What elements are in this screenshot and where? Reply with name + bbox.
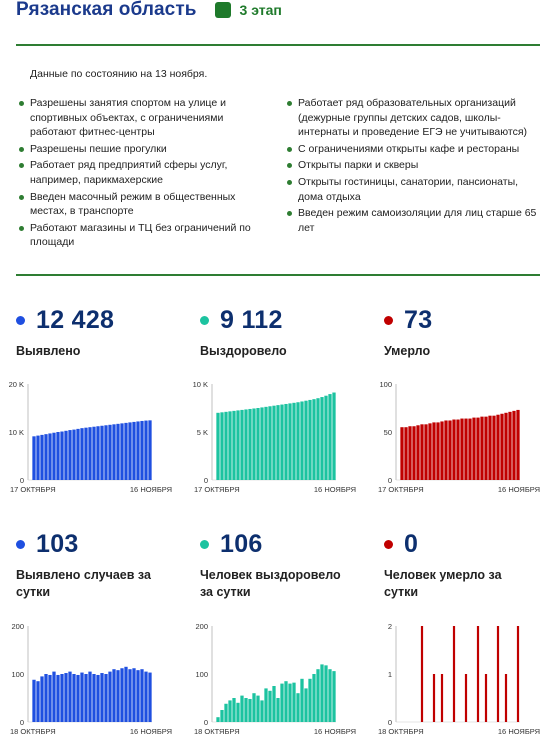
stat-value: 103 <box>36 530 79 558</box>
y-tick-label: 0 <box>19 718 24 727</box>
chart-bar <box>288 403 291 480</box>
chart-bar <box>84 674 87 722</box>
stat-label: Выявлено случаев за сутки <box>16 568 151 599</box>
y-tick-label: 200 <box>195 622 208 631</box>
chart-bar <box>436 422 439 480</box>
chart-bar <box>144 421 147 480</box>
restriction-item: Работает ряд образовательных организаций (дежурные группы детских садов, школы-интернаты и проведение ЕГЭ не учитываются) <box>286 96 538 140</box>
chart-bar <box>92 674 95 722</box>
chart-bar <box>433 674 435 722</box>
bullet-dot-icon <box>287 211 292 216</box>
x-end-label: 16 НОЯБРЯ <box>313 485 356 494</box>
chart-bar <box>76 429 79 480</box>
chart-bar <box>480 417 483 480</box>
chart-bar <box>332 671 335 722</box>
chart-bar <box>80 673 83 722</box>
y-tick-label: 0 <box>203 476 208 485</box>
chart-bar <box>424 424 427 480</box>
y-tick-label: 200 <box>11 622 24 631</box>
chart-bar <box>428 423 431 480</box>
chart-bar <box>60 674 63 722</box>
chart-bar <box>472 418 475 480</box>
chart-bar <box>96 675 99 722</box>
chart-bar <box>332 393 335 480</box>
x-end-label: 16 НОЯБРЯ <box>497 485 540 494</box>
chart-bar <box>100 426 103 480</box>
x-end-label: 16 НОЯБРЯ <box>129 727 172 736</box>
chart-bar <box>444 420 447 480</box>
stat-label: Человек выздоровело за сутки <box>200 568 341 599</box>
chart-bar <box>517 626 519 722</box>
stat-value: 106 <box>220 530 263 558</box>
chart-bar <box>56 675 59 722</box>
chart-bar <box>40 435 43 480</box>
bullet-dot-icon <box>19 101 24 106</box>
chart-bar <box>76 675 79 722</box>
chart-bar <box>44 434 47 480</box>
chart-bar <box>256 696 259 722</box>
y-tick-label: 50 <box>383 428 392 437</box>
stat-label: Человек умерло за сутки <box>384 568 502 599</box>
chart-bar <box>276 698 279 722</box>
stat-value: 12 428 <box>36 306 115 334</box>
region-title: Рязанская область <box>16 0 197 20</box>
chart-bar <box>32 680 35 722</box>
stat-label: Умерло <box>384 344 431 358</box>
info-date-note: Данные по состоянию на 13 ноября. <box>30 68 208 80</box>
chart-bar <box>140 421 143 480</box>
chart-bar <box>112 424 115 480</box>
bullet-dot-icon <box>19 163 24 168</box>
chart-bar <box>228 411 231 480</box>
y-tick-label: 5 K <box>196 428 208 437</box>
chart-bar <box>468 419 471 480</box>
chart-bar <box>316 398 319 480</box>
chart-bar <box>300 679 303 722</box>
chart-bar <box>216 717 219 722</box>
bullet-dot-icon <box>19 147 24 152</box>
chart-bar <box>416 425 419 480</box>
y-tick-label: 2 <box>387 622 392 631</box>
chart-bar <box>232 411 235 480</box>
restrictions-right-column <box>286 96 538 237</box>
chart-bar <box>120 423 123 480</box>
chart-bar <box>140 669 143 722</box>
chart-bar <box>244 698 247 722</box>
chart-bar <box>120 668 123 722</box>
chart-bar <box>453 626 455 722</box>
chart-bar <box>304 688 307 722</box>
stat-label: Выздоровело <box>200 344 287 358</box>
bullet-dot-icon <box>287 147 292 152</box>
chart-bar <box>136 421 139 480</box>
chart-bar <box>72 430 75 480</box>
chart-bar <box>320 664 323 722</box>
chart-bar <box>220 412 223 480</box>
chart-cum-died <box>374 378 544 500</box>
x-start-label: 18 ОКТЯБРЯ <box>378 727 424 736</box>
chart-bar <box>48 433 51 480</box>
chart-bar <box>96 426 99 480</box>
x-start-label: 17 ОКТЯБРЯ <box>194 485 240 494</box>
chart-daily-died <box>374 620 544 742</box>
chart-bar <box>280 405 283 480</box>
y-tick-label: 10 K <box>192 380 208 389</box>
chart-bar <box>68 672 71 722</box>
chart-bar <box>432 422 435 480</box>
chart-bar <box>124 423 127 480</box>
chart-bar <box>312 399 315 480</box>
y-tick-label: 1 <box>387 670 392 679</box>
stat-value: 9 112 <box>220 306 283 334</box>
chart-bar <box>224 704 227 722</box>
stat-died <box>384 306 432 360</box>
chart-bar <box>328 394 331 480</box>
chart-bar <box>300 401 303 480</box>
chart-bar <box>88 427 91 480</box>
restriction-item: Разрешены пешие прогулки <box>18 142 258 157</box>
chart-bar <box>84 428 87 480</box>
chart-bar <box>124 667 127 722</box>
detected-dot-icon <box>16 316 25 325</box>
y-tick-label: 10 K <box>8 428 24 437</box>
chart-bar <box>68 430 71 480</box>
restriction-item: С ограничениями открыты кафе и рестораны <box>286 142 538 157</box>
bullet-dot-icon <box>287 163 292 168</box>
stat-recovered-day <box>200 530 350 601</box>
chart-bar <box>32 436 35 480</box>
stat-label: Выявлено <box>16 344 81 358</box>
chart-cum-recovered <box>190 378 360 500</box>
chart-bar <box>36 436 39 480</box>
bullet-dot-icon <box>287 180 292 185</box>
chart-bar <box>508 412 511 480</box>
chart-bar <box>240 410 243 480</box>
chart-bar <box>400 427 403 480</box>
chart-bar <box>288 684 291 722</box>
chart-bar <box>104 674 107 722</box>
chart-bar <box>304 401 307 480</box>
chart-bar <box>236 703 239 722</box>
restriction-item: Введен масочный режим в общественных местах, в транспорте <box>18 190 258 219</box>
chart-bar <box>460 419 463 480</box>
header <box>16 0 282 24</box>
restriction-item: Введен режим самоизоляции для лиц старше 65 лет <box>286 206 538 235</box>
chart-bar <box>272 406 275 480</box>
x-end-label: 16 НОЯБРЯ <box>313 727 356 736</box>
chart-bar <box>485 674 487 722</box>
restriction-item: Работают магазины и ТЦ без ограничений по площади <box>18 221 258 250</box>
chart-daily-detected <box>6 620 176 742</box>
stat-recovered <box>200 306 287 360</box>
stage-badge <box>215 2 282 18</box>
chart-bar <box>280 684 283 722</box>
chart-bar <box>456 420 459 480</box>
chart-bar <box>224 412 227 480</box>
chart-bar <box>36 681 39 722</box>
chart-bar <box>72 674 75 722</box>
x-end-label: 16 НОЯБРЯ <box>497 727 540 736</box>
chart-bar <box>441 674 443 722</box>
chart-bar <box>60 432 63 480</box>
chart-bar <box>412 426 415 480</box>
chart-bar <box>132 422 135 480</box>
chart-bar <box>252 693 255 722</box>
chart-bar <box>440 421 443 480</box>
chart-bar <box>465 674 467 722</box>
top-divider <box>16 44 540 46</box>
chart-bar <box>136 670 139 722</box>
chart-bar <box>492 416 495 480</box>
x-start-label: 17 ОКТЯБРЯ <box>378 485 424 494</box>
chart-bar <box>64 431 67 480</box>
chart-bar <box>504 413 507 480</box>
chart-bar <box>116 424 119 480</box>
y-tick-label: 0 <box>203 718 208 727</box>
y-tick-label: 100 <box>379 380 392 389</box>
chart-bar <box>100 673 103 722</box>
chart-bar <box>228 700 231 722</box>
chart-bar <box>328 669 331 722</box>
restriction-item: Разрешены занятия спортом на улице и спортивных объектах, с ограничениями работают фитнес-центры <box>18 96 258 140</box>
stage-label: 3 этап <box>239 2 282 18</box>
chart-bar <box>292 403 295 480</box>
chart-bar <box>296 402 299 480</box>
chart-bar <box>88 672 91 722</box>
restriction-item: Работает ряд предприятий сферы услуг, например, парикмахерские <box>18 158 258 187</box>
chart-bar <box>308 679 311 722</box>
chart-bar <box>420 424 423 480</box>
chart-bar <box>148 420 151 480</box>
chart-bar <box>497 626 499 722</box>
chart-bar <box>477 626 479 722</box>
chart-bar <box>56 432 59 480</box>
chart-cum-detected <box>6 378 176 500</box>
chart-bar <box>296 693 299 722</box>
chart-bar <box>320 397 323 480</box>
chart-bar <box>272 686 275 722</box>
chart-bar <box>484 417 487 480</box>
stat-value: 0 <box>404 530 419 558</box>
chart-bar <box>232 698 235 722</box>
chart-bar <box>316 669 319 722</box>
chart-bar <box>116 670 119 722</box>
chart-bar <box>248 409 251 480</box>
chart-bar <box>264 688 267 722</box>
y-tick-label: 0 <box>387 718 392 727</box>
chart-bar <box>516 410 519 480</box>
x-end-label: 16 НОЯБРЯ <box>129 485 172 494</box>
y-tick-label: 0 <box>387 476 392 485</box>
chart-bar <box>464 419 467 480</box>
restriction-item: Открыты парки и скверы <box>286 158 538 173</box>
chart-bar <box>252 408 255 480</box>
chart-bar <box>496 415 499 480</box>
chart-bar <box>476 418 479 480</box>
chart-bar <box>312 674 315 722</box>
chart-bar <box>132 668 135 722</box>
chart-bar <box>408 426 411 480</box>
chart-bar <box>248 699 251 722</box>
chart-bar <box>220 710 223 722</box>
chart-bar <box>284 404 287 480</box>
chart-bar <box>52 433 55 480</box>
chart-bar <box>244 409 247 480</box>
chart-bar <box>260 407 263 480</box>
stat-value: 73 <box>404 306 433 334</box>
bullet-dot-icon <box>19 226 24 231</box>
chart-bar <box>128 669 131 722</box>
chart-bar <box>256 408 259 480</box>
chart-bar <box>404 427 407 480</box>
chart-bar <box>40 676 43 722</box>
chart-bar <box>324 396 327 480</box>
bullet-dot-icon <box>287 101 292 106</box>
chart-bar <box>216 413 219 480</box>
chart-bar <box>128 422 131 480</box>
bullet-dot-icon <box>19 195 24 200</box>
chart-bar <box>268 406 271 480</box>
chart-bar <box>276 405 279 480</box>
chart-bar <box>112 669 115 722</box>
chart-bar <box>448 420 451 480</box>
chart-bar <box>104 425 107 480</box>
chart-bar <box>236 410 239 480</box>
recovered-day-dot-icon <box>200 540 209 549</box>
chart-bar <box>488 416 491 480</box>
died-day-dot-icon <box>384 540 393 549</box>
restrictions-left-column <box>18 96 258 252</box>
chart-bar <box>308 400 311 480</box>
chart-bar <box>44 674 47 722</box>
chart-bar <box>512 411 515 480</box>
y-tick-label: 100 <box>11 670 24 679</box>
chart-bar <box>324 665 327 722</box>
chart-bar <box>264 407 267 480</box>
died-dot-icon <box>384 316 393 325</box>
chart-bar <box>292 683 295 722</box>
chart-bar <box>148 673 151 722</box>
chart-bar <box>92 427 95 480</box>
chart-bar <box>64 673 67 722</box>
chart-bar <box>260 700 263 722</box>
bottom-divider <box>16 274 540 276</box>
chart-bar <box>48 675 51 722</box>
chart-bar <box>268 691 271 722</box>
chart-bar <box>421 626 423 722</box>
stat-detected-day <box>16 530 166 601</box>
stage-square-icon <box>215 2 231 18</box>
chart-bar <box>240 696 243 722</box>
chart-bar <box>108 425 111 480</box>
x-start-label: 18 ОКТЯБРЯ <box>194 727 240 736</box>
stat-detected <box>16 306 114 360</box>
chart-bar <box>452 420 455 480</box>
chart-bar <box>108 672 111 722</box>
x-start-label: 18 ОКТЯБРЯ <box>10 727 56 736</box>
chart-bar <box>500 414 503 480</box>
chart-daily-recovered <box>190 620 360 742</box>
x-start-label: 17 ОКТЯБРЯ <box>10 485 56 494</box>
stat-died-day <box>384 530 514 601</box>
y-tick-label: 20 K <box>8 380 24 389</box>
chart-bar <box>505 674 507 722</box>
chart-bar <box>80 428 83 480</box>
restriction-item: Открыты гостиницы, санатории, пансионаты, дома отдыха <box>286 175 538 204</box>
y-tick-label: 100 <box>195 670 208 679</box>
chart-bar <box>52 672 55 722</box>
chart-bar <box>144 672 147 722</box>
recovered-dot-icon <box>200 316 209 325</box>
chart-bar <box>284 681 287 722</box>
detected-day-dot-icon <box>16 540 25 549</box>
y-tick-label: 0 <box>19 476 24 485</box>
